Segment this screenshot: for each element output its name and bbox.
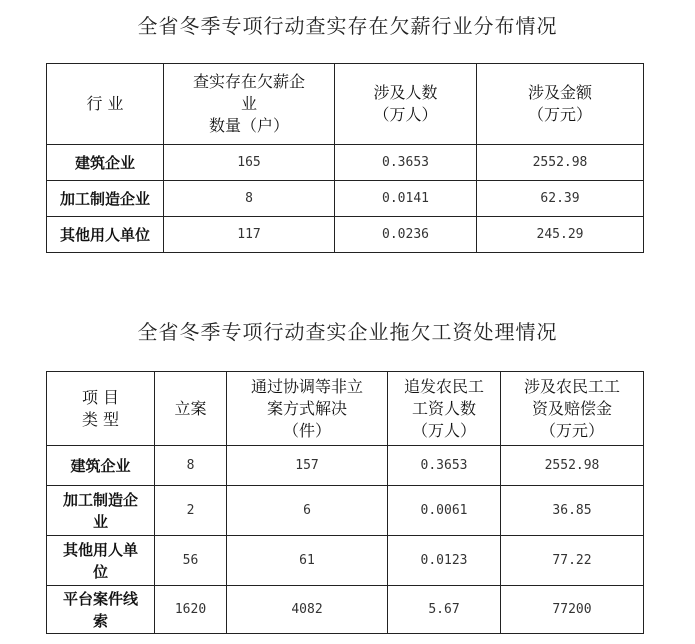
row-type: 建筑企业 [47, 446, 155, 486]
cell-enterprises: 8 [164, 181, 335, 217]
cell-amount: 36.85 [501, 486, 644, 536]
table1-title: 全省冬季专项行动查实存在欠薪行业分布情况 [137, 14, 558, 38]
cell-people: 0.0123 [388, 536, 501, 586]
industry-distribution-table [46, 63, 644, 253]
table2-header-row [47, 372, 644, 446]
header-amount: 涉及金额 （万元） [477, 64, 644, 145]
cell-mediated: 4082 [227, 586, 388, 634]
cell-people: 5.67 [388, 586, 501, 634]
cell-mediated: 157 [227, 446, 388, 486]
row-industry: 加工制造企业 [47, 181, 164, 217]
table2-title: 全省冬季专项行动查实企业拖欠工资处理情况 [137, 320, 558, 344]
header-type: 项 目 类 型 [47, 372, 155, 446]
table-row [47, 486, 644, 536]
header-people: 涉及人数 （万人） [335, 64, 477, 145]
cell-amount: 77.22 [501, 536, 644, 586]
header-people: 追发农民工 工资人数 （万人） [388, 372, 501, 446]
wage-arrears-handling-table [46, 371, 644, 634]
cell-people: 0.3653 [388, 446, 501, 486]
row-industry: 建筑企业 [47, 145, 164, 181]
header-enterprises: 查实存在欠薪企 业 数量（户） [164, 64, 335, 145]
table-row [47, 181, 644, 217]
cell-cases: 8 [155, 446, 227, 486]
row-type: 平台案件线 索 [47, 586, 155, 634]
cell-people: 0.3653 [335, 145, 477, 181]
table-row [47, 217, 644, 253]
table-row [47, 145, 644, 181]
cell-amount: 2552.98 [477, 145, 644, 181]
cell-amount: 62.39 [477, 181, 644, 217]
row-industry: 其他用人单位 [47, 217, 164, 253]
table-row [47, 536, 644, 586]
cell-people: 0.0236 [335, 217, 477, 253]
cell-enterprises: 165 [164, 145, 335, 181]
row-type: 加工制造企 业 [47, 486, 155, 536]
table-row [47, 586, 644, 634]
row-type: 其他用人单 位 [47, 536, 155, 586]
cell-cases: 56 [155, 536, 227, 586]
cell-people: 0.0061 [388, 486, 501, 536]
cell-cases: 2 [155, 486, 227, 536]
cell-cases: 1620 [155, 586, 227, 634]
table1-header-row [47, 64, 644, 145]
cell-people: 0.0141 [335, 181, 477, 217]
header-cases: 立案 [155, 372, 227, 446]
table-row [47, 446, 644, 486]
cell-mediated: 6 [227, 486, 388, 536]
header-industry: 行 业 [47, 64, 164, 145]
cell-enterprises: 117 [164, 217, 335, 253]
cell-amount: 77200 [501, 586, 644, 634]
cell-amount: 245.29 [477, 217, 644, 253]
cell-mediated: 61 [227, 536, 388, 586]
header-amount: 涉及农民工工 资及赔偿金 （万元） [501, 372, 644, 446]
cell-amount: 2552.98 [501, 446, 644, 486]
header-mediated: 通过协调等非立 案方式解决 （件） [227, 372, 388, 446]
